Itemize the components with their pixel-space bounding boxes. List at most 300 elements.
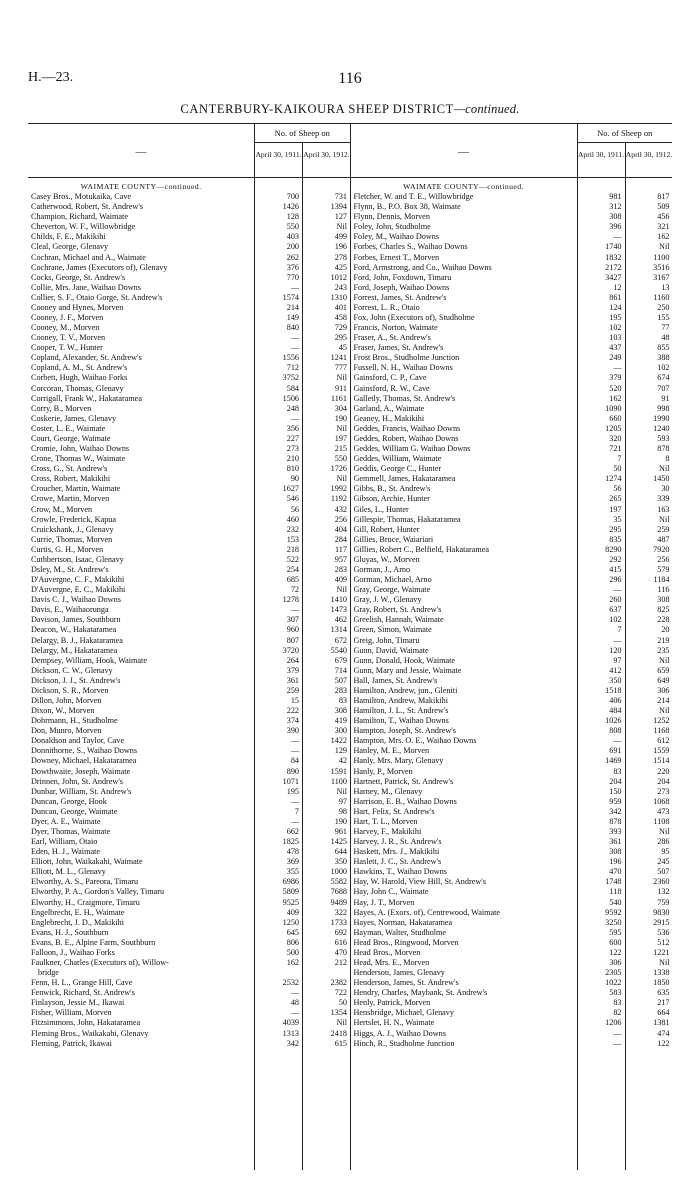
table-row xyxy=(351,202,673,212)
sheep-1912: 77 xyxy=(661,323,670,333)
table-row xyxy=(351,585,673,595)
owner-name: Fletcher, W. and T. E., Willowbridge xyxy=(353,192,474,202)
owner-name: Cooney, T. V., Morven xyxy=(31,333,106,343)
sheep-1912: 190 xyxy=(334,816,347,826)
owner-name: Higgs, A. J., Waihao Downs xyxy=(353,1028,446,1038)
sheep-1911: 82 xyxy=(613,1008,622,1018)
owner-name: Foley, John, Studholme xyxy=(353,222,431,232)
owner-name: Garland, A., Waimate xyxy=(353,403,425,413)
owner-name: Cooney, J. F., Morven xyxy=(31,313,104,323)
table-row xyxy=(351,887,673,897)
sheep-1911: — xyxy=(290,413,299,423)
sheep-1911: 835 xyxy=(609,534,622,544)
sheep-1911: 361 xyxy=(286,675,299,685)
table-row xyxy=(28,545,350,555)
owner-name: Gillespie, Thomas, Hakataramea xyxy=(353,514,461,524)
sheep-1912: 2382 xyxy=(330,978,347,988)
sheep-1911: 770 xyxy=(286,272,299,282)
table-row xyxy=(28,948,350,958)
owner-name: Davis C. J., Waihao Downs xyxy=(31,595,121,605)
sheep-1912: 401 xyxy=(334,302,347,312)
sheep-1912: 235 xyxy=(657,645,670,655)
owner-name: Ford, Armstrong, and Co., Waihao Downs xyxy=(353,262,492,272)
sheep-1911: 1250 xyxy=(282,917,299,927)
sheep-1911: 406 xyxy=(609,695,622,705)
table-row xyxy=(351,636,673,646)
sheep-1912: 122 xyxy=(657,1038,670,1048)
sheep-1912: 1850 xyxy=(653,978,670,988)
sheep-1912: 1559 xyxy=(653,746,670,756)
sheep-1911: 84 xyxy=(290,756,299,766)
table-row xyxy=(351,746,673,756)
owner-name: Cross, G., St. Andrew's xyxy=(31,464,108,474)
sheep-1911: 342 xyxy=(286,1038,299,1048)
sheep-1912: 306 xyxy=(657,685,670,695)
sheep-1912: 83 xyxy=(338,695,347,705)
no-of-sheep-header: No. of Sheep on xyxy=(577,124,673,143)
sheep-1911: 806 xyxy=(286,937,299,947)
owner-name: Haskett, Mrs. J., Makikihi xyxy=(353,847,440,857)
sheep-1912: 487 xyxy=(657,534,670,544)
table-row xyxy=(28,1039,350,1049)
table-row xyxy=(28,636,350,646)
owner-name: D'Auvergne, E. C., Makikihi xyxy=(31,585,126,595)
sheep-1912: 50 xyxy=(338,998,347,1008)
sheep-1911: — xyxy=(290,605,299,615)
owner-name: Currie, Thomas, Morven xyxy=(31,534,113,544)
sheep-1912: 321 xyxy=(657,222,670,232)
table-row xyxy=(351,363,673,373)
table-row xyxy=(28,767,350,777)
table-row xyxy=(28,313,350,323)
owner-name: Harvey, J. R., St. Andrew's xyxy=(353,837,442,847)
owner-name: Hampton, Mrs. O. E., Waihao Downs xyxy=(353,736,477,746)
sheep-1911: 308 xyxy=(609,847,622,857)
sheep-table xyxy=(28,124,672,1170)
owner-name: Duncan, George, Waimate xyxy=(31,806,118,816)
table-row xyxy=(28,756,350,766)
sheep-1912: 474 xyxy=(657,1028,670,1038)
sheep-1912: 162 xyxy=(657,232,670,242)
sheep-1911: 200 xyxy=(286,242,299,252)
sheep-1911: 122 xyxy=(609,947,622,957)
sheep-1911: — xyxy=(613,1038,622,1048)
owner-name: Cooney, M., Morven xyxy=(31,323,100,333)
table-row xyxy=(351,424,673,434)
table-row xyxy=(351,686,673,696)
table-row xyxy=(351,232,673,242)
sheep-1912: 308 xyxy=(657,595,670,605)
owner-name: Gibbs, B., St. Andrew's xyxy=(353,484,431,494)
table-row xyxy=(28,515,350,525)
owner-name: Cross, Robert, Makikihi xyxy=(31,474,111,484)
sheep-1911: — xyxy=(290,333,299,343)
owner-name: Geddes, William G. Waihao Downs xyxy=(353,444,471,454)
table-row xyxy=(28,656,350,666)
table-row xyxy=(351,958,673,968)
table-row xyxy=(351,384,673,394)
sheep-1912: 20 xyxy=(661,625,670,635)
sheep-1912: Nil xyxy=(659,464,670,474)
sheep-1911: 546 xyxy=(286,494,299,504)
table-row xyxy=(351,353,673,363)
year-1912-header: April 30, 1912. xyxy=(302,143,350,177)
sheep-1912: 1240 xyxy=(653,423,670,433)
table-row xyxy=(351,676,673,686)
sheep-1912: Nil xyxy=(336,373,347,383)
sheep-1911: 120 xyxy=(609,645,622,655)
sheep-1912: 30 xyxy=(661,484,670,494)
sheep-1911: 1313 xyxy=(282,1028,299,1038)
table-row xyxy=(28,363,350,373)
owner-name: Cochran, Michael and A., Waimate xyxy=(31,252,146,262)
table-row xyxy=(28,847,350,857)
sheep-1911: — xyxy=(613,635,622,645)
no-of-sheep-header: No. of Sheep on xyxy=(254,124,350,143)
sheep-1911: 3250 xyxy=(605,917,622,927)
sheep-1911: 2305 xyxy=(605,968,622,978)
owner-name: Henderson, James, Glenavy xyxy=(353,968,445,978)
sheep-1912: 256 xyxy=(334,514,347,524)
sheep-1911: 15 xyxy=(290,695,299,705)
table-row xyxy=(28,988,350,998)
sheep-1911: 2172 xyxy=(605,262,622,272)
table-row xyxy=(351,263,673,273)
table-row xyxy=(351,323,673,333)
sheep-1911: 403 xyxy=(286,232,299,242)
owner-name: Delargy, B. J., Hakataramea xyxy=(31,635,123,645)
table-row xyxy=(28,535,350,545)
sheep-1912: 593 xyxy=(657,433,670,443)
sheep-1912: 273 xyxy=(657,786,670,796)
owner-name: Hall, James, St. Andrew's xyxy=(353,675,438,685)
sheep-1912: 911 xyxy=(335,383,347,393)
table-row xyxy=(28,666,350,676)
sheep-1912: 219 xyxy=(657,635,670,645)
sheep-1911: 7 xyxy=(294,806,299,816)
table-row xyxy=(28,474,350,484)
sheep-1911: 878 xyxy=(609,816,622,826)
table-row xyxy=(351,434,673,444)
table-row xyxy=(351,918,673,928)
sheep-1912: 1354 xyxy=(330,1008,347,1018)
sheep-1912: 1100 xyxy=(330,776,347,786)
sheep-1912: 659 xyxy=(657,665,670,675)
sheep-1912: 214 xyxy=(657,695,670,705)
sheep-1911: — xyxy=(290,1008,299,1018)
sheep-1912: 777 xyxy=(334,363,347,373)
sheep-1912: 1241 xyxy=(330,353,347,363)
owner-name: Forrest, James, St. Andrew's xyxy=(353,292,447,302)
sheep-1911: 260 xyxy=(609,595,622,605)
table-row xyxy=(351,908,673,918)
sheep-1911: — xyxy=(613,232,622,242)
sheep-1912: 1000 xyxy=(330,867,347,877)
owner-name: Cooney and Hynes, Morven xyxy=(31,302,124,312)
sheep-1911: 312 xyxy=(609,202,622,212)
owner-name: Gray, Robert, St. Andrew's xyxy=(353,605,442,615)
owner-name: Geddes, William, Waimate xyxy=(353,454,442,464)
sheep-1911: — xyxy=(613,736,622,746)
owner-name: Dunbar, William, St. Andrew's xyxy=(31,786,132,796)
owner-name: Hensbridge, Michael, Glenavy xyxy=(353,1008,454,1018)
owner-name: Earl, William, Otaio xyxy=(31,837,98,847)
owner-name: Evans, B. E., Alpine Farm, Southburn xyxy=(31,937,156,947)
sheep-1911: 307 xyxy=(286,615,299,625)
sheep-1911: 48 xyxy=(290,998,299,1008)
owner-name: Crow, M., Morven xyxy=(31,504,93,514)
sheep-1912: 649 xyxy=(657,675,670,685)
sheep-1911: 1469 xyxy=(605,756,622,766)
sheep-1912: 278 xyxy=(334,252,347,262)
sheep-1912: 512 xyxy=(657,937,670,947)
year-1911-header: April 30, 1911. xyxy=(254,143,302,177)
sheep-1912: 215 xyxy=(334,444,347,454)
sheep-1911: 500 xyxy=(286,947,299,957)
sheep-1911: 376 xyxy=(286,262,299,272)
owner-header: — xyxy=(458,146,469,158)
sheep-1911: 660 xyxy=(609,413,622,423)
sheep-1911: 1090 xyxy=(605,403,622,413)
owner-header: — xyxy=(135,146,147,158)
sheep-1912: 1591 xyxy=(330,766,347,776)
sheep-1912: 1161 xyxy=(330,393,347,403)
table-row xyxy=(351,555,673,565)
owner-name: Hinch, R., Studholme Junction xyxy=(353,1038,455,1048)
sheep-1912: 664 xyxy=(657,1008,670,1018)
sheep-1911: 595 xyxy=(609,927,622,937)
table-row xyxy=(28,505,350,515)
table-row xyxy=(28,263,350,273)
table-row xyxy=(351,394,673,404)
sheep-1912: Nil xyxy=(659,514,670,524)
sheep-1912: 957 xyxy=(334,554,347,564)
sheep-1911: 254 xyxy=(286,564,299,574)
sheep-1911: 1274 xyxy=(605,474,622,484)
owner-name: Harney, M., Glenavy xyxy=(353,786,423,796)
table-row xyxy=(28,373,350,383)
sheep-1911: 83 xyxy=(613,766,622,776)
owner-name: Flynn, B., P.O. Box 38, Waimate xyxy=(353,202,461,212)
sheep-1911: — xyxy=(613,585,622,595)
table-row xyxy=(351,998,673,1008)
sheep-1912: 1992 xyxy=(330,484,347,494)
owner-name: Hamilton, J. L., St. Andrew's xyxy=(353,706,449,716)
owner-name: Collier, S. F., Otaio Gorge, St. Andrew's xyxy=(31,292,163,302)
sheep-1912: 256 xyxy=(657,554,670,564)
table-row xyxy=(28,978,350,988)
table-row xyxy=(351,505,673,515)
owner-name: Gemmell, James, Hakataramea xyxy=(353,474,456,484)
sheep-1911: 390 xyxy=(286,726,299,736)
table-row xyxy=(351,474,673,484)
sheep-1912: 97 xyxy=(338,796,347,806)
sheep-1912: 8 xyxy=(665,454,670,464)
sheep-1912: 98 xyxy=(338,806,347,816)
sheep-1912: 284 xyxy=(334,534,347,544)
owner-name: Dickson, C. W., Glenavy xyxy=(31,665,113,675)
sheep-1912: 499 xyxy=(334,232,347,242)
sheep-1912: 220 xyxy=(657,766,670,776)
owner-name: Childs, F. E., Makikihi xyxy=(31,232,106,242)
owner-name: Gray, George, Waimate xyxy=(353,585,431,595)
owner-name: Harvey, F., Makikihi xyxy=(353,827,422,836)
owner-name: Hendry, Charles, Maybank, St. Andrew's xyxy=(353,988,488,998)
sheep-1912: 674 xyxy=(657,373,670,383)
table-row xyxy=(28,414,350,424)
owner-name: Gunn, Donald, Hook, Waimate xyxy=(353,655,456,665)
sheep-1912: 1100 xyxy=(653,252,670,262)
sheep-1911: 204 xyxy=(609,776,622,786)
table-row xyxy=(28,908,350,918)
owner-name: Forbes, Charles S., Waihao Downs xyxy=(353,242,468,252)
owner-name: Hanly, P., Morven xyxy=(353,766,413,776)
owner-name: Corrigall, Frank W., Hakataramea xyxy=(31,393,142,403)
sheep-1911: 470 xyxy=(609,867,622,877)
sheep-1911: 214 xyxy=(286,302,299,312)
owner-name: Fussell, N. H., Waihao Downs xyxy=(353,363,453,373)
owner-name: Delargy, M., Hakataramea xyxy=(31,645,118,655)
table-title xyxy=(0,102,700,117)
sheep-1912: 339 xyxy=(657,494,670,504)
sheep-1912: 286 xyxy=(657,837,670,847)
owner-name: Elworthy, A. S., Pareora, Timaru xyxy=(31,877,139,887)
sheep-1912: 550 xyxy=(334,454,347,464)
sheep-1912: 388 xyxy=(657,353,670,363)
sheep-1911: 227 xyxy=(286,433,299,443)
sheep-1911: 810 xyxy=(286,464,299,474)
table-row xyxy=(28,686,350,696)
owner-name: Gunn, David, Waimate xyxy=(353,645,429,655)
row-list xyxy=(351,182,673,1049)
table-row xyxy=(28,565,350,575)
owner-name: Hertslet, H. N., Waimate xyxy=(353,1018,435,1028)
sheep-1911: 259 xyxy=(286,685,299,695)
owner-name: D'Auvergne, C. F., Makikihi xyxy=(31,575,125,585)
sheep-1912: 322 xyxy=(334,907,347,917)
sheep-1911: 685 xyxy=(286,575,299,585)
owner-name: Gorman, J., Arno xyxy=(353,564,411,574)
table-row xyxy=(28,494,350,504)
table-row xyxy=(351,454,673,464)
owner-name: Court, George, Waimate xyxy=(31,433,111,443)
table-row xyxy=(28,1018,350,1028)
sheep-1911: 412 xyxy=(609,665,622,675)
table-row xyxy=(28,918,350,928)
sheep-1912: 1221 xyxy=(653,947,670,957)
sheep-1912: 707 xyxy=(657,383,670,393)
table-row xyxy=(351,293,673,303)
owner-name: Geddes, Francis, Waihao Downs xyxy=(353,423,461,433)
sheep-1911: 861 xyxy=(609,292,622,302)
owner-name: Downey, Michael, Hakataramea xyxy=(31,756,137,766)
table-row xyxy=(28,343,350,353)
table-row xyxy=(28,293,350,303)
sheep-1912: 1252 xyxy=(653,716,670,726)
table-row xyxy=(351,666,673,676)
sheep-1912: 679 xyxy=(334,655,347,665)
sheep-1911: 1740 xyxy=(605,242,622,252)
column-header xyxy=(28,124,350,178)
table-row xyxy=(28,283,350,293)
owner-name: Dsley, M., St. Andrew's xyxy=(31,564,109,574)
table-row xyxy=(351,767,673,777)
sheep-1912: 245 xyxy=(657,857,670,867)
table-row xyxy=(351,726,673,736)
owner-name: Gainsford, C. P., Cave xyxy=(353,373,427,383)
left-column xyxy=(28,124,350,1170)
sheep-1912: 1338 xyxy=(653,968,670,978)
owner-name: Hay, John C., Waimate xyxy=(353,887,429,897)
owner-name: Gibson, Archie, Hunter xyxy=(353,494,430,504)
table-row xyxy=(28,384,350,394)
owner-name: Hanly, Mrs. Mary, Glenavy xyxy=(353,756,444,766)
sheep-1911: 350 xyxy=(609,675,622,685)
table-row xyxy=(351,696,673,706)
owner-name: Dyer, Thomas, Waimate xyxy=(31,827,111,836)
owner-name: Giles, L., Hunter xyxy=(353,504,409,514)
table-row xyxy=(351,565,673,575)
owner-name: Dowthwaite, Joseph, Waimate xyxy=(31,766,131,776)
table-row xyxy=(28,716,350,726)
table-row xyxy=(28,323,350,333)
table-row xyxy=(28,333,350,343)
owner-name: Ford, Joseph, Waihao Downs xyxy=(353,282,450,292)
table-row xyxy=(351,545,673,555)
table-row xyxy=(28,242,350,252)
table-row xyxy=(28,253,350,263)
table-row xyxy=(351,706,673,716)
sheep-1911: — xyxy=(613,363,622,373)
sheep-1911: — xyxy=(290,343,299,353)
sheep-1911: 374 xyxy=(286,716,299,726)
sheep-1912: 731 xyxy=(334,192,347,202)
sheep-1912: 878 xyxy=(657,444,670,454)
owner-name: Cleal, George, Glenavy xyxy=(31,242,109,252)
owner-name: Catherwood, Robert, St. Andrew's xyxy=(31,202,143,212)
table-row xyxy=(28,857,350,867)
page-number: 116 xyxy=(338,70,362,87)
section-heading xyxy=(28,182,350,192)
sheep-1912: 117 xyxy=(335,544,347,554)
sheep-1912: 204 xyxy=(657,776,670,786)
table-row xyxy=(351,978,673,988)
table-row xyxy=(351,787,673,797)
table-row xyxy=(28,555,350,565)
table-row xyxy=(351,494,673,504)
sheep-1911: 103 xyxy=(609,333,622,343)
sheep-1912: 116 xyxy=(657,585,670,595)
table-row xyxy=(28,575,350,585)
table-row xyxy=(28,837,350,847)
section-label: WAIMATE COUNTY—continued. xyxy=(403,182,524,191)
owner-name: Donnithorne, S., Waihao Downs xyxy=(31,746,138,756)
sheep-1911: 342 xyxy=(609,806,622,816)
owner-name: Copland, Alexander, St. Andrew's xyxy=(31,353,142,363)
table-row xyxy=(351,777,673,787)
owner-name: Flynn, Dennis, Morven xyxy=(353,212,430,222)
owner-name: Englebrecht, J. D., Makikihi xyxy=(31,917,125,927)
sheep-1911: 124 xyxy=(609,302,622,312)
owner-name: Champion, Richard, Waimate xyxy=(31,212,128,222)
sheep-1911: 960 xyxy=(286,625,299,635)
sheep-1911: 1832 xyxy=(605,252,622,262)
owner-name: Haslett, J. C., St. Andrew's xyxy=(353,857,442,867)
row-list xyxy=(28,182,350,1049)
sheep-1912: 635 xyxy=(657,988,670,998)
sheep-1912: 672 xyxy=(334,635,347,645)
sheep-1911: 522 xyxy=(286,554,299,564)
